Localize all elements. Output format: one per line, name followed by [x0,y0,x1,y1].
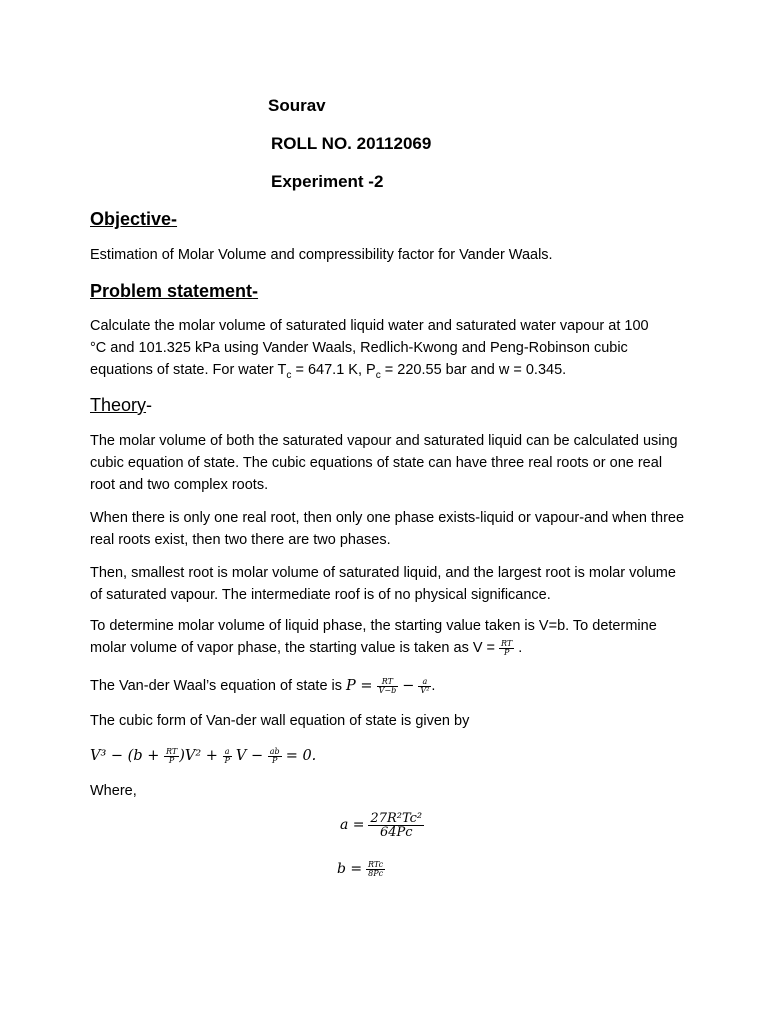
theory-para-3: Then, smallest root is molar volume of saturated liquid, and the largest root is molar volume of saturated vapour. The intermediate roof is of no physical significance. [90,565,676,603]
objective-text: Estimation of Molar Volume and compressibility factor for Vander Waals. [90,247,553,263]
vdw-equation-line: The Van-der Waal’s equation of state is P = $\frac{RT}{V-b}$ − $\frac{a}{\text{V²}}$ . [90,676,436,695]
theory-para-4: To determine molar volume of liquid phase, the starting value taken is V=b. To determine molar volume of vapor phase, the starting value is taken as V = $\frac{RT}{P}$ . [90,618,657,657]
experiment-title: Experiment -2 [271,172,384,191]
problem-heading: Problem statement- [90,281,259,301]
roll-number: ROLL NO. 20112069 [271,134,432,153]
where-label: Where, [90,783,137,799]
objective-heading: Objective- [90,209,178,229]
theory-heading: Theory- [90,395,153,415]
equation-a: a = $\frac{\text{27R²Tc²}}{64Pc}$ [340,811,423,840]
equation-b: b = $\frac{\text{RTc}}{8Pc}$ [337,859,384,878]
author-name: Sourav [268,96,326,115]
problem-text: Calculate the molar volume of saturated liquid water and saturated water vapour at 100 °C and 101.325 kPa using Vander Waals, Redlich-Kwong and Peng-Robinson cubic equations of state. For water $T_c = 647.1$ K, $P_c = 220.55$ bar and w = 0.345. [90,318,649,381]
cubic-equation: V³ − (b + $\frac{RT}{P}$ )V² + $\frac{a}{P}$ V − $\frac{ab}{P}$ = 0. [90,746,317,765]
theory-para-1: The molar volume of both the saturated vapour and saturated liquid can be calculated using cubic equation of state. The cubic equations of state can have three real roots or one real root and two complex roots. [90,433,678,493]
fraction-rt-over-p: $\frac{RT}{P}$ [501,638,513,657]
theory-para-2: When there is only one real root, then only one phase exists-liquid or vapour-and when three real roots exist, then two there are two phases. [90,510,685,548]
cubic-intro: The cubic form of Van-der wall equation of state is given by [90,713,470,729]
